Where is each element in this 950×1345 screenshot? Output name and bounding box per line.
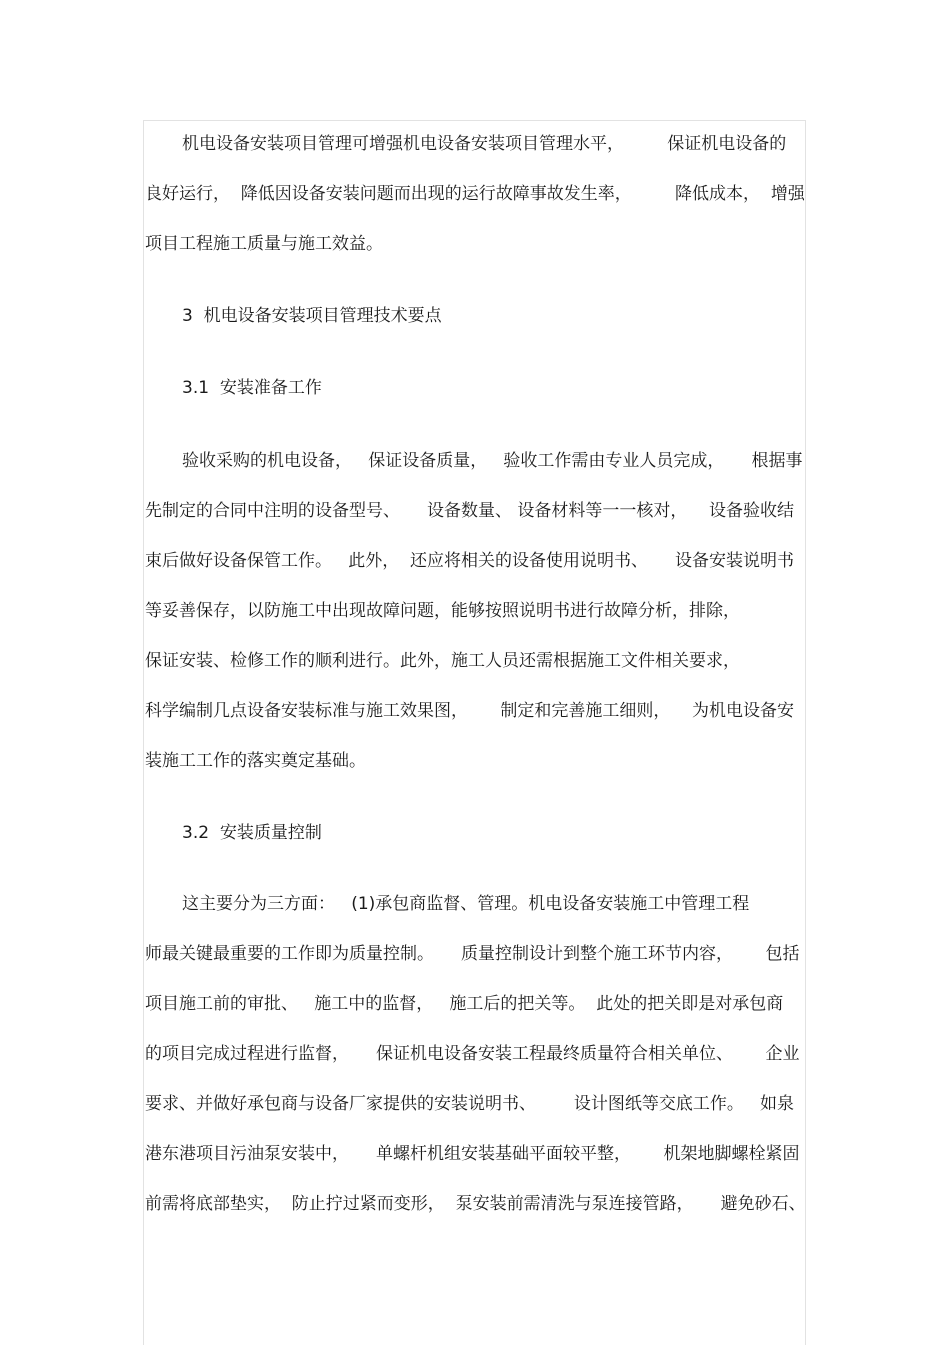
paragraph-3-line-7: 前需将底部垫实， 防止拧过紧而变形， 泵安装前需清洗与泵连接管路， 避免砂石、 (145, 1194, 806, 1214)
paragraph-3-line-4: 的项目完成过程进行监督， 保证机电设备安装工程最终质量符合相关单位、 企业 (145, 1044, 800, 1064)
section-heading-3-1: 3.1 安装准备工作 (182, 378, 322, 398)
section-heading-3: 3 机电设备安装项目管理技术要点 (182, 306, 442, 326)
paragraph-2-line-7: 装施工工作的落实奠定基础。 (145, 751, 366, 771)
paragraph-3-line-2: 师最关键最重要的工作即为质量控制。 质量控制设计到整个施工环节内容， 包括 (145, 944, 800, 964)
paragraph-1-line-3: 项目工程施工质量与施工效益。 (145, 234, 383, 254)
paragraph-2-line-1: 验收采购的机电设备， 保证设备质量， 验收工作需由专业人员完成， 根据事 (182, 451, 803, 471)
paragraph-2-line-5: 保证安装、检修工作的顺利进行。此外，施工人员还需根据施工文件相关要求， (145, 651, 740, 671)
paragraph-2-line-6: 科学编制几点设备安装标准与施工效果图， 制定和完善施工细则， 为机电设备安 (145, 701, 795, 721)
paragraph-3-line-1: 这主要分为三方面： (1)承包商监督、管理。机电设备安装施工中管理工程 (182, 894, 750, 914)
paragraph-2-line-2: 先制定的合同中注明的设备型号、 设备数量、 设备材料等一一核对， 设备验收结 (145, 501, 795, 521)
paragraph-3-line-3: 项目施工前的审批、 施工中的监督， 施工后的把关等。 此处的把关即是对承包商 (145, 994, 784, 1014)
paragraph-3-line-6: 港东港项目污油泵安装中， 单螺杆机组安装基础平面较平整， 机架地脚螺栓紧固 (145, 1144, 800, 1164)
paragraph-3-line-5: 要求、并做好承包商与设备厂家提供的安装说明书、 设计图纸等交底工作。 如泉 (145, 1094, 795, 1114)
paragraph-2-line-3: 束后做好设备保管工作。 此外， 还应将相关的设备使用说明书、 设备安装说明书 (145, 551, 795, 571)
paragraph-1-line-2: 良好运行， 降低因设备安装问题而出现的运行故障事故发生率， 降低成本， 增强 (145, 184, 805, 204)
paragraph-2-line-4: 等妥善保存，以防施工中出现故障问题，能够按照说明书进行故障分析，排除， (145, 601, 740, 621)
section-heading-3-2: 3.2 安装质量控制 (182, 823, 322, 843)
paragraph-1-line-1: 机电设备安装项目管理可增强机电设备安装项目管理水平， 保证机电设备的 (182, 134, 787, 154)
